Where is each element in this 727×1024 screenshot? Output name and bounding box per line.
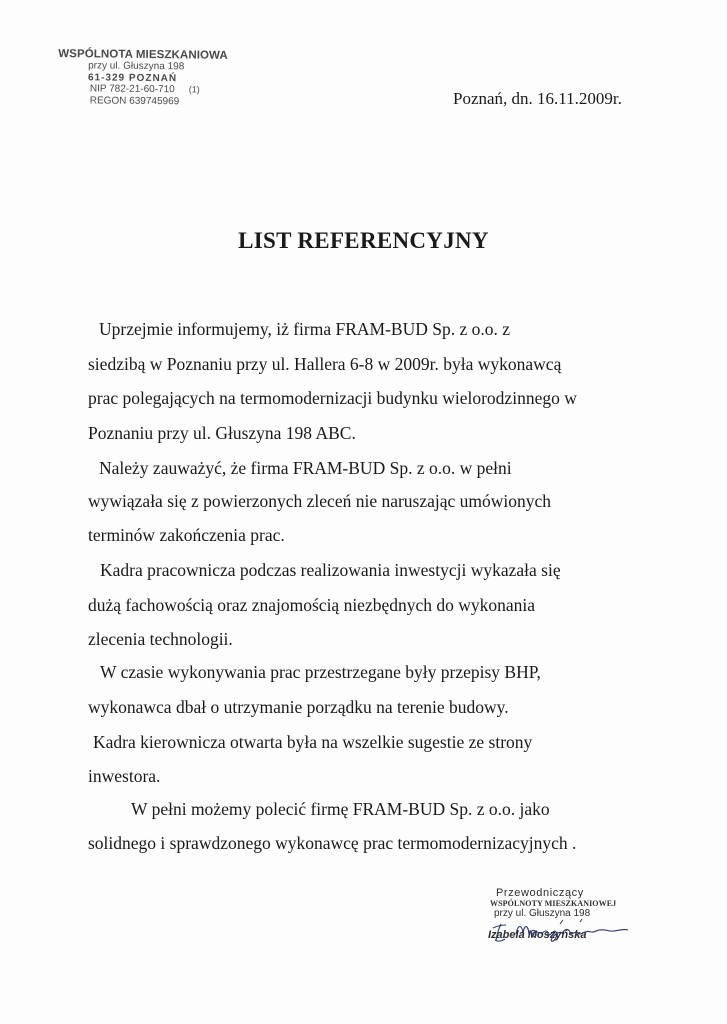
stamp-nip-row <box>90 83 248 96</box>
stamp-regon: REGON 639745969 <box>89 94 180 107</box>
body-line: wywiązała się z powierzonych zleceń nie naruszając umówionych <box>88 491 552 511</box>
handwritten-signature <box>488 916 638 950</box>
letter-title: LIST REFERENCYJNY <box>238 228 489 253</box>
signature-address: przy ul. Głuszyna 198 <box>494 908 591 919</box>
stamp-nip-suffix: (1) <box>188 84 200 95</box>
body-line: W pełni możemy polecić firmę FRAM-BUD Sp. z o.o. jako <box>131 799 550 819</box>
stamp-org-name: WSPÓLNOTA MIESZKANIOWA <box>58 48 228 62</box>
body-line: Poznaniu przy ul. Głuszyna 198 ABC. <box>88 423 356 443</box>
body-line: dużą fachowością oraz znajomością niezbędnych do wykonania <box>88 595 536 615</box>
stamp-city: 61-329 POZNAŃ <box>87 71 178 84</box>
body-line: prac polegających na termomodernizacji budynku wielorodzinnego w <box>88 388 577 408</box>
body-line: Należy zauważyć, że firma FRAM-BUD Sp. z o.o. w pełni <box>99 458 512 478</box>
signature-name: Izabela Moszyńska <box>488 929 587 941</box>
header-stamp <box>58 48 249 108</box>
body-line: solidnego i sprawdzonego wykonawcę prac termomodernizacyjnych . <box>88 833 577 853</box>
body-line: Kadra pracownicza podczas realizowania inwestycji wykazała się <box>100 560 561 580</box>
stamp-address: przy ul. Głuszyna 198 <box>88 60 185 73</box>
letter-date: Poznań, dn. 16.11.2009r. <box>453 89 622 108</box>
body-line: terminów zakończenia prac. <box>88 525 285 545</box>
body-line: wykonawca dbał o utrzymanie porządku na terenie budowy. <box>88 697 509 717</box>
signature-role: Przewodniczący <box>496 887 584 899</box>
body-line: siedzibą w Poznaniu przy ul. Hallera 6-8 w 2009r. była wykonawcą <box>88 354 562 374</box>
body-line: zlecenia technologii. <box>88 629 233 649</box>
body-line: Uprzejmie informujemy, iż firma FRAM-BUD Sp. z o.o. z <box>99 319 511 339</box>
stamp-nip: NIP 782-21-60-710 <box>89 83 175 96</box>
body-line: W czasie wykonywania prac przestrzegane były przepisy BHP, <box>100 662 541 682</box>
body-line: inwestora. <box>88 766 161 786</box>
body-line: Kadra kierownicza otwarta była na wszelkie sugestie ze strony <box>93 732 533 752</box>
signature-org: WSPÓLNOTY MIESZKANIOWEJ <box>490 899 617 908</box>
